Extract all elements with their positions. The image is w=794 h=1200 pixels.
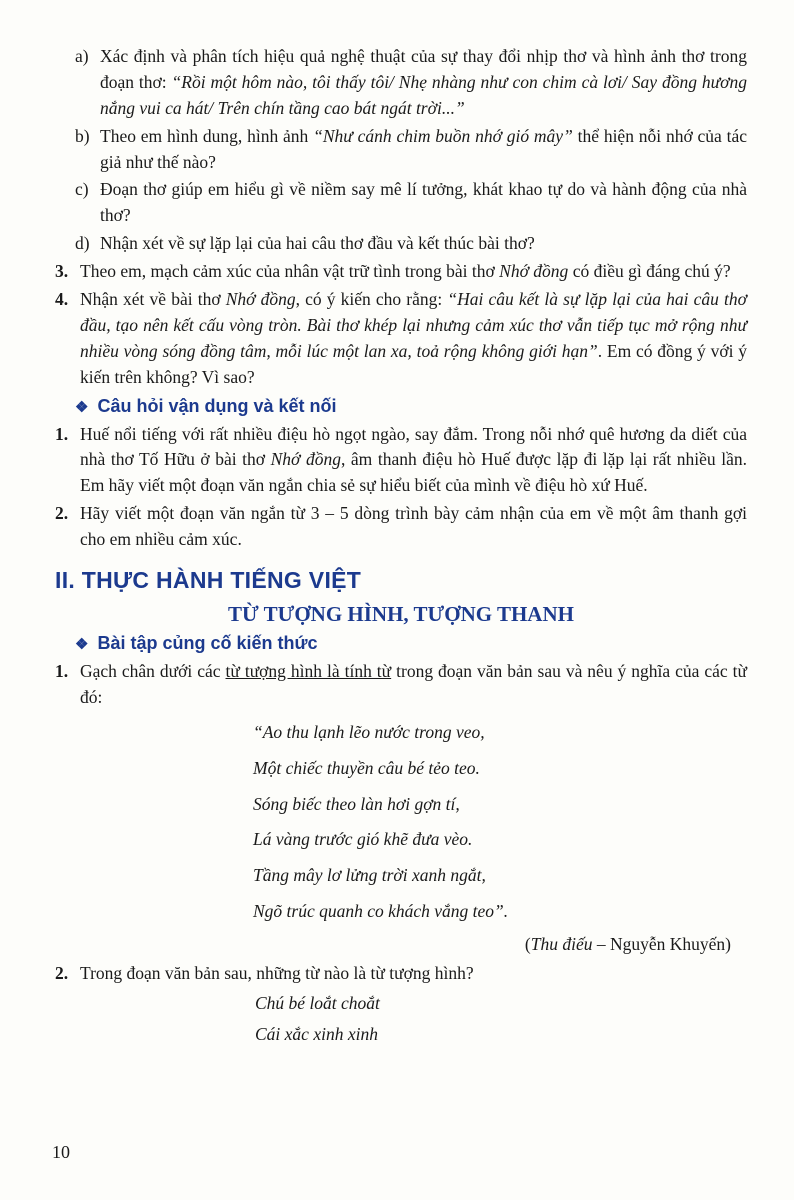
text-segment: Đoạn thơ giúp em hiểu gì về niềm say mê lí tưởng, khát khao tự do và hành động của nhà thơ? — [100, 179, 747, 226]
text-segment: từ tượng hình là tính từ — [225, 661, 392, 682]
item-marker: 2. — [55, 963, 69, 984]
bullet-heading — [75, 633, 747, 654]
question-sub-item — [75, 231, 747, 257]
item-marker: d) — [75, 233, 90, 254]
question-sub-item — [75, 177, 747, 229]
text-segment: Nhớ đồng — [270, 449, 341, 470]
text-segment: – Nguyễn Khuyến) — [592, 934, 731, 955]
item-marker: 1. — [55, 423, 69, 444]
text-segment: ( — [524, 934, 531, 955]
item-marker: 2. — [55, 503, 69, 524]
bullet-heading-label: Câu hỏi vận dụng và kết nối — [97, 395, 337, 416]
text-segment: . Em có đồng ý với ý kiến trên không? Vì sao? — [80, 340, 747, 387]
text-segment: Hãy viết một đoạn văn ngắn từ 3 – 5 dòng trình bày cảm nhận của em về một âm thanh gợi cho em nhiều cảm xúc. — [80, 503, 747, 550]
question-item — [55, 259, 747, 285]
bullet-heading — [75, 396, 747, 417]
text-segment: thể hiện nỗi nhớ của tác giả như thế nào? — [100, 125, 748, 172]
poem-line: Một chiếc thuyền câu bé tẻo teo. — [253, 757, 480, 778]
text-segment: “Như cánh chim buồn nhớ gió mây” — [313, 125, 573, 146]
quote-line: Cái xắc xinh xinh — [255, 1024, 378, 1045]
text-segment: , có ý kiến cho rằng: — [295, 289, 448, 310]
section-heading: II. THỰC HÀNH TIẾNG VIỆT — [55, 567, 362, 594]
page-number: 10 — [52, 1142, 70, 1162]
bullet-heading-label: Bài tập củng cố kiến thức — [97, 633, 318, 654]
question-item — [55, 287, 747, 391]
poem-line: Tầng mây lơ lửng trời xanh ngắt, — [253, 865, 486, 886]
text-segment: “Hai câu kết là sự lặp lại của hai câu thơ đầu, tạo nên kết cấu vòng tròn. Bài thơ khép lại nhưng cảm xúc thơ vẫn tiếp tục mở rộng như nhiều vòng sóng đồng tâm, mỗi lúc một lan xa, toả rộng không giới hạn” — [80, 289, 747, 361]
text-segment: Nhận xét về sự lặp lại của hai câu thơ đầu và kết thúc bài thơ? — [100, 233, 535, 254]
question-sub-item — [75, 44, 747, 122]
poem-line: Lá vàng trước gió khẽ đưa vèo. — [253, 829, 473, 850]
item-marker: 3. — [55, 261, 69, 282]
text-segment: Theo em hình dung, hình ảnh — [100, 125, 314, 146]
quote-line: Chú bé loắt choắt — [255, 992, 380, 1013]
item-marker: a) — [75, 46, 89, 66]
item-marker: c) — [75, 179, 89, 200]
question-item — [55, 659, 747, 711]
text-segment: Trong đoạn văn bản sau, những từ nào là từ tượng hình? — [80, 963, 474, 984]
text-segment: Nhớ đồng — [225, 289, 296, 310]
page-content — [55, 44, 747, 1052]
text-segment: Xác định và phân tích hiệu quả nghệ thuật của sự thay đổi nhịp thơ và hình ảnh thơ trong đoạn thơ: — [100, 46, 747, 92]
text-segment: có điều gì đáng chú ý? — [568, 261, 731, 282]
subsection-heading: TỪ TƯỢNG HÌNH, TƯỢNG THANH — [228, 602, 574, 627]
diamond-icon: ❖ — [75, 398, 89, 416]
poem-line: Sóng biếc theo làn hơi gợn tí, — [253, 793, 460, 814]
text-segment: Theo em, mạch cảm xúc của nhân vật trữ tình trong bài thơ — [80, 261, 500, 282]
question-item — [55, 961, 747, 987]
question-item — [55, 422, 747, 500]
text-segment: Thu điếu — [530, 934, 593, 955]
text-segment: Nhớ đồng — [499, 261, 569, 282]
poem-block — [253, 715, 747, 930]
item-marker: b) — [75, 125, 90, 146]
text-segment: “Rồi một hôm nào, tôi thấy tôi/ Nhẹ nhàng như con chim cà lơi/ Say đồng hương nắng vui ca hát/ Trên chín tầng cao bát ngát trời...” — [100, 71, 747, 118]
poem-line: Ngõ trúc quanh co khách vắng teo”. — [253, 901, 509, 922]
text-segment: Nhận xét về bài thơ — [80, 289, 226, 310]
item-marker: 4. — [55, 289, 69, 310]
text-segment: Huế nổi tiếng với rất nhiều điệu hò ngọt ngào, say đắm. Trong nỗi nhớ quê hương da diết của nhà thơ Tố Hữu ở bài thơ — [80, 423, 747, 470]
diamond-icon: ❖ — [75, 636, 89, 654]
poem-line: “Ao thu lạnh lẽo nước trong veo, — [253, 721, 485, 742]
question-item — [55, 501, 747, 553]
question-sub-item — [75, 124, 747, 176]
item-marker: 1. — [55, 661, 69, 682]
text-segment: , âm thanh điệu hò Huế được lặp đi lặp lại rất nhiều lần. Em hãy viết một đoạn văn ngắn chia sẻ sự hiểu biết của mình về điệu hò xứ Huế. — [80, 449, 747, 496]
text-segment: Gạch chân dưới các — [80, 661, 226, 682]
poem-attribution — [55, 934, 747, 955]
text-segment: trong đoạn văn bản sau và nêu ý nghĩa của các từ đó: — [80, 661, 748, 707]
